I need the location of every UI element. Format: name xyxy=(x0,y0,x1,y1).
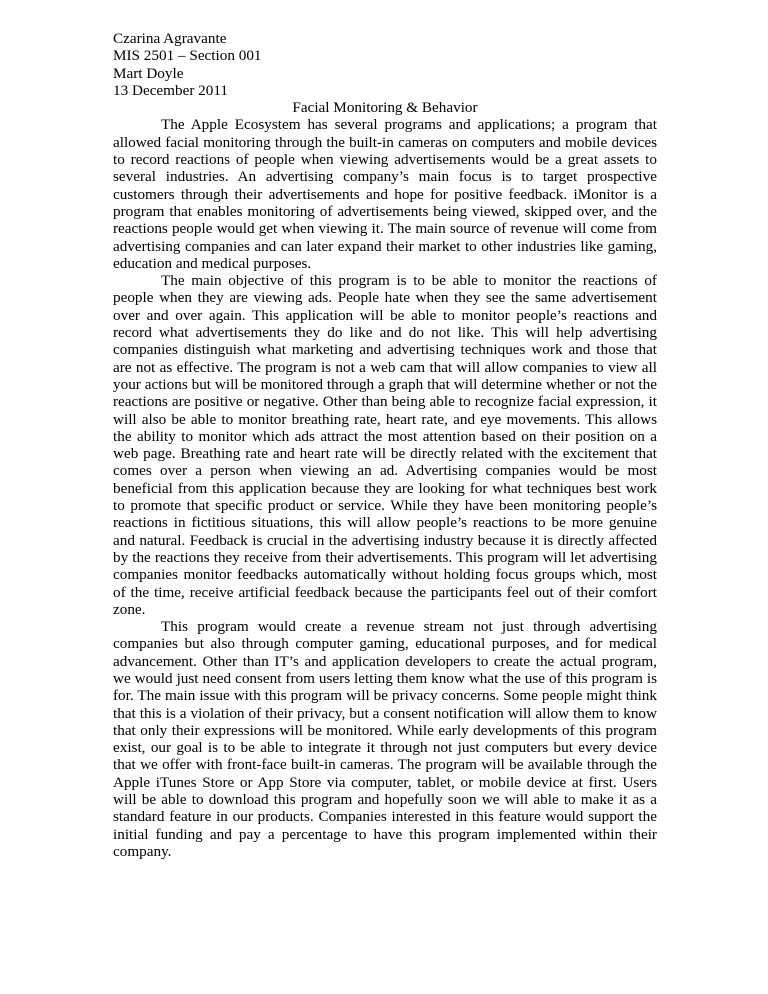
document-page xyxy=(113,30,657,860)
document-date: 13 December 2011 xyxy=(113,81,228,99)
body-paragraph-1: The Apple Ecosystem has several programs and applications; a program that allowed facial monitoring through the built-in cameras on computers and mobile devices to record reactions of people when viewing advertisements would be a great assets to several industries. An advertising company’s main focus is to target prospective customers through their advertisements and hope for positive feedback. iMonitor is a program that enables monitoring of advertisements being viewed, skipped over, and the reactions people would get when viewing it. The main source of revenue will come from advertising companies and can later expand their market to other industries like gaming, education and medical purposes. xyxy=(113,116,657,272)
course-section: MIS 2501 – Section 001 xyxy=(113,47,262,65)
instructor-name: Mart Doyle xyxy=(113,64,184,82)
document-title: Facial Monitoring & Behavior xyxy=(292,99,478,117)
author-name: Czarina Agravante xyxy=(113,30,227,47)
body-paragraph-2: The main objective of this program is to be able to monitor the reactions of people when they are viewing ads. People hate when they see the same advertisement over and over again. This application will be able to monitor people’s reactions and record what advertisements they do like and do not like. This will help advertising companies distinguish what marketing and advertising techniques work and those that are not as effective. The program is not a web cam that will allow companies to view all your actions but will be monitored through a graph that will determine whether or not the reactions are positive or negative. Other than being able to recognize facial expression, it will also be able to monitor breathing rate, heart rate, and eye movements. This allows the ability to monitor which ads attract the most attention based on their position on a web page. Breathing rate and heart rate will be directly related with the excitement that comes over a person when viewing an ad. Advertising companies would be most beneficial from this application because they are looking for what techniques best work to promote that specific product or service. While they have been monitoring people’s reactions in fictitious situations, this will allow people’s reactions to be more genuine and natural. Feedback is crucial in the advertising industry because it is directly affected by the reactions they receive from their advertisements. This program will let advertising companies monitor feedbacks automatically without holding focus groups which, most of the time, receive artificial feedback because the participants feel out of their comfort zone. xyxy=(113,272,657,618)
body-paragraph-3: This program would create a revenue stream not just through advertising companies but also through computer gaming, educational purposes, and for medical advancement. Other than IT’s and application developers to create the actual program, we would just need consent from users letting them know what the use of this program is for. The main issue with this program will be privacy concerns. Some people might think that this is a violation of their privacy, but a consent notification will allow them to know that only their expressions will be monitored. While early developments of this program exist, our goal is to be able to integrate it through not just computers but every device that we offer with front-face built-in cameras. The program will be available through the Apple iTunes Store or App Store via computer, tablet, or mobile device at first. Users will be able to download this program and hopefully soon we will able to make it as a standard feature in our products. Companies interested in this feature would support the initial funding and pay a percentage to have this program implemented within their company. xyxy=(113,618,657,860)
